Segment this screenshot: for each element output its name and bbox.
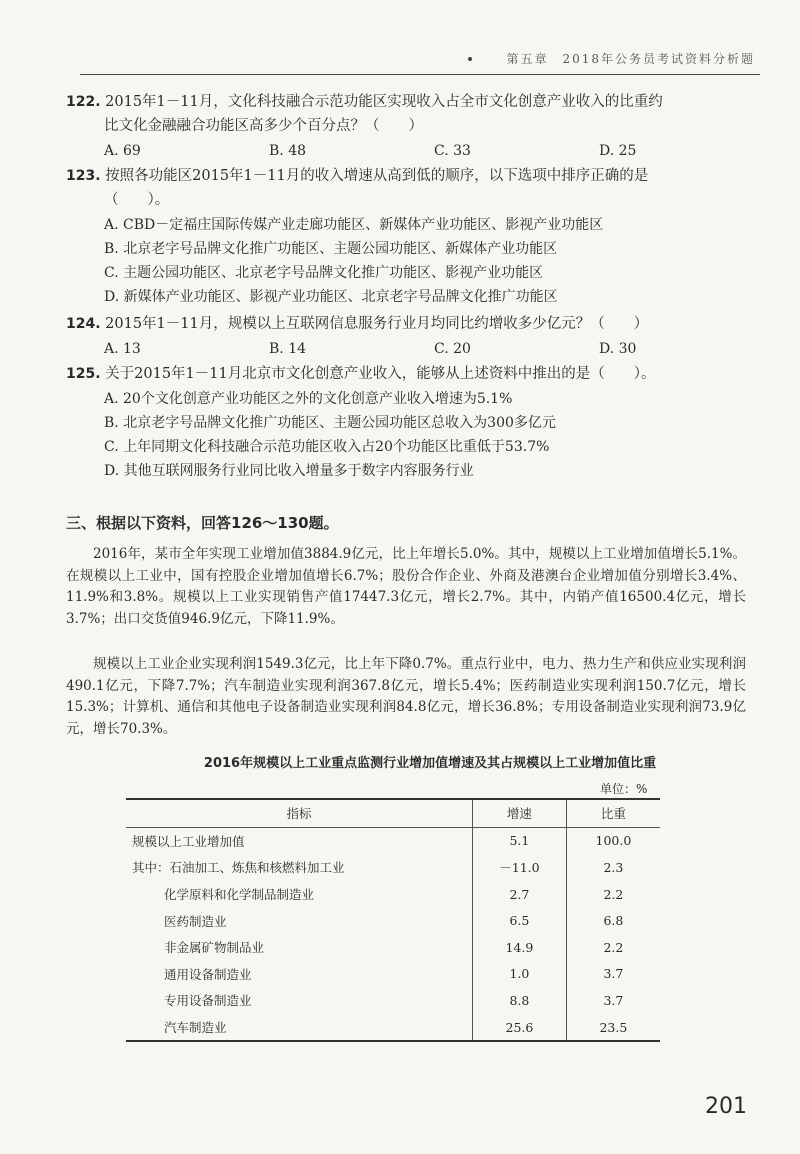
table-unit: 单位：%: [600, 782, 648, 796]
option-c[interactable]: C. 上年同期文化科技融合示范功能区收入占20个功能区比重低于53.7%: [104, 439, 550, 455]
share-cell: 23.5: [566, 1014, 660, 1042]
question-123: [66, 164, 766, 188]
indicator-cell: 规模以上工业增加值: [132, 833, 245, 849]
table-row: [126, 881, 660, 908]
option-b[interactable]: B. 北京老字号品牌文化推广功能区、主题公园功能区、新媒体产业功能区: [104, 241, 558, 257]
table-row: [126, 987, 660, 1014]
option-b[interactable]: B. 14: [269, 341, 307, 357]
section-heading: 三、根据以下资料，回答126～130题。: [66, 514, 339, 532]
header-rule: [80, 74, 760, 75]
share-cell: 2.3: [566, 854, 660, 881]
share-cell: 3.7: [566, 961, 660, 988]
share-cell: 3.7: [566, 987, 660, 1014]
table-row: [126, 854, 660, 881]
material-paragraph-2: 规模以上工业企业实现利润1549.3亿元，比上年下降0.7%。重点行业中，电力、热力生产和供应业实现利润490.1亿元，下降7.7%；汽车制造业实现利润367.8亿元，增长5.4%；医药制造业实现利润150.7亿元，增长15.3%；计算机、通信和其他电子设备制造业实现利润84.8亿元，增长36.8%；专用设备制造业实现利润73.9亿元，增长70.3%。: [66, 656, 746, 737]
option-b[interactable]: B. 北京老字号品牌文化推广功能区、主题公园功能区总收入为300多亿元: [104, 415, 556, 431]
question-stem: 按照各功能区2015年1－11月的收入增速从高到低的顺序，以下选项中排序正确的是: [105, 168, 649, 184]
growth-cell: 2.7: [473, 881, 567, 908]
question-122-stem-cont: 比文化金融融合功能区高多少个百分点？（ ）: [104, 118, 423, 134]
question-number: 124.: [66, 316, 101, 332]
growth-cell: 5.1: [473, 827, 567, 854]
question-124: [66, 312, 766, 336]
option-b[interactable]: B. 48: [269, 143, 307, 159]
indicator-cell: 专用设备制造业: [164, 993, 252, 1009]
question-number: 122.: [66, 94, 101, 110]
share-cell: 2.2: [566, 881, 660, 908]
indicator-cell: 非金属矿物制品业: [164, 940, 265, 956]
question-number: 123.: [66, 168, 101, 184]
header-share: 比重: [566, 799, 660, 827]
share-cell: 2.2: [566, 934, 660, 961]
option-c[interactable]: C. 主题公园功能区、北京老字号品牌文化推广功能区、影视产业功能区: [104, 265, 544, 281]
table-row: [126, 934, 660, 961]
option-a[interactable]: A. 69: [104, 143, 141, 159]
growth-cell: 6.5: [473, 907, 567, 934]
data-table: [126, 798, 660, 1042]
question-number: 125.: [66, 366, 101, 382]
share-cell: 6.8: [566, 907, 660, 934]
table-title: 2016年规模以上工业重点监测行业增加值增速及其占规模以上工业增加值比重: [203, 756, 657, 771]
question-122: [66, 90, 766, 114]
option-d[interactable]: D. 25: [599, 143, 637, 159]
question-stem: 2015年1－11月，规模以上互联网信息服务行业月均同比约增收多少亿元？（ ）: [105, 316, 649, 332]
running-head: 第五章 2018年公务员考试资料分析题: [506, 52, 755, 66]
indicator-cell: 汽车制造业: [126, 1014, 473, 1042]
page-number: 201: [705, 1094, 747, 1119]
option-a[interactable]: A. 20个文化创意产业功能区之外的文化创意产业收入增速为5.1%: [104, 391, 513, 407]
header-growth: 增速: [473, 799, 567, 827]
indicator-cell: 其中：石油加工、炼焦和核燃料加工业: [132, 860, 345, 876]
option-d[interactable]: D. 新媒体产业功能区、影视产业功能区、北京老字号品牌文化推广功能区: [104, 289, 558, 305]
growth-cell: 25.6: [473, 1014, 567, 1042]
question-122-options: [104, 140, 764, 162]
indicator-cell: 化学原料和化学制品制造业: [164, 887, 315, 903]
option-c[interactable]: C. 33: [434, 143, 471, 159]
option-d[interactable]: D. 30: [599, 341, 637, 357]
growth-cell: 1.0: [473, 961, 567, 988]
option-c[interactable]: C. 20: [434, 341, 471, 357]
header-indicator: 指标: [126, 799, 473, 827]
growth-cell: 14.9: [473, 934, 567, 961]
question-125: [66, 362, 766, 386]
option-a[interactable]: A. 13: [104, 341, 141, 357]
question-stem: 关于2015年1－11月北京市文化创意产业收入，能够从上述资料中推出的是（ ）。: [105, 366, 656, 382]
table-row: [126, 907, 660, 934]
indicator-cell: 通用设备制造业: [164, 966, 252, 982]
table-header-row: [126, 799, 660, 827]
table-row: [126, 961, 660, 988]
table-row: [126, 827, 660, 854]
indicator-cell: 医药制造业: [164, 913, 227, 929]
question-123-stem-cont: （ ）。: [104, 192, 170, 208]
material-paragraph-1: 2016年，某市全年实现工业增加值3884.9亿元，比上年增长5.0%。其中，规模以上工业增加值增长5.1%。在规模以上工业中，国有控股企业增加值增长6.7%；股份合作企业、外商及港澳台企业增加值分别增长3.4%、11.9%和3.8%。规模以上工业实现销售产值17447.3亿元，增长2.7%。其中，内销产值16500.4亿元，增长3.7%；出口交货值946.9亿元，下降11.9%。: [66, 546, 746, 627]
option-d[interactable]: D. 其他互联网服务行业同比收入增量多于数字内容服务行业: [104, 463, 474, 479]
share-cell: 100.0: [566, 827, 660, 854]
growth-cell: 8.8: [473, 987, 567, 1014]
question-stem: 2015年1－11月，文化科技融合示范功能区实现收入占全市文化创意产业收入的比重约: [105, 94, 663, 110]
question-124-options: [104, 338, 764, 360]
table-row: [126, 1014, 660, 1042]
growth-cell: －11.0: [473, 854, 567, 881]
option-a[interactable]: A. CBD－定福庄国际传媒产业走廊功能区、新媒体产业功能区、影视产业功能区: [104, 217, 604, 233]
